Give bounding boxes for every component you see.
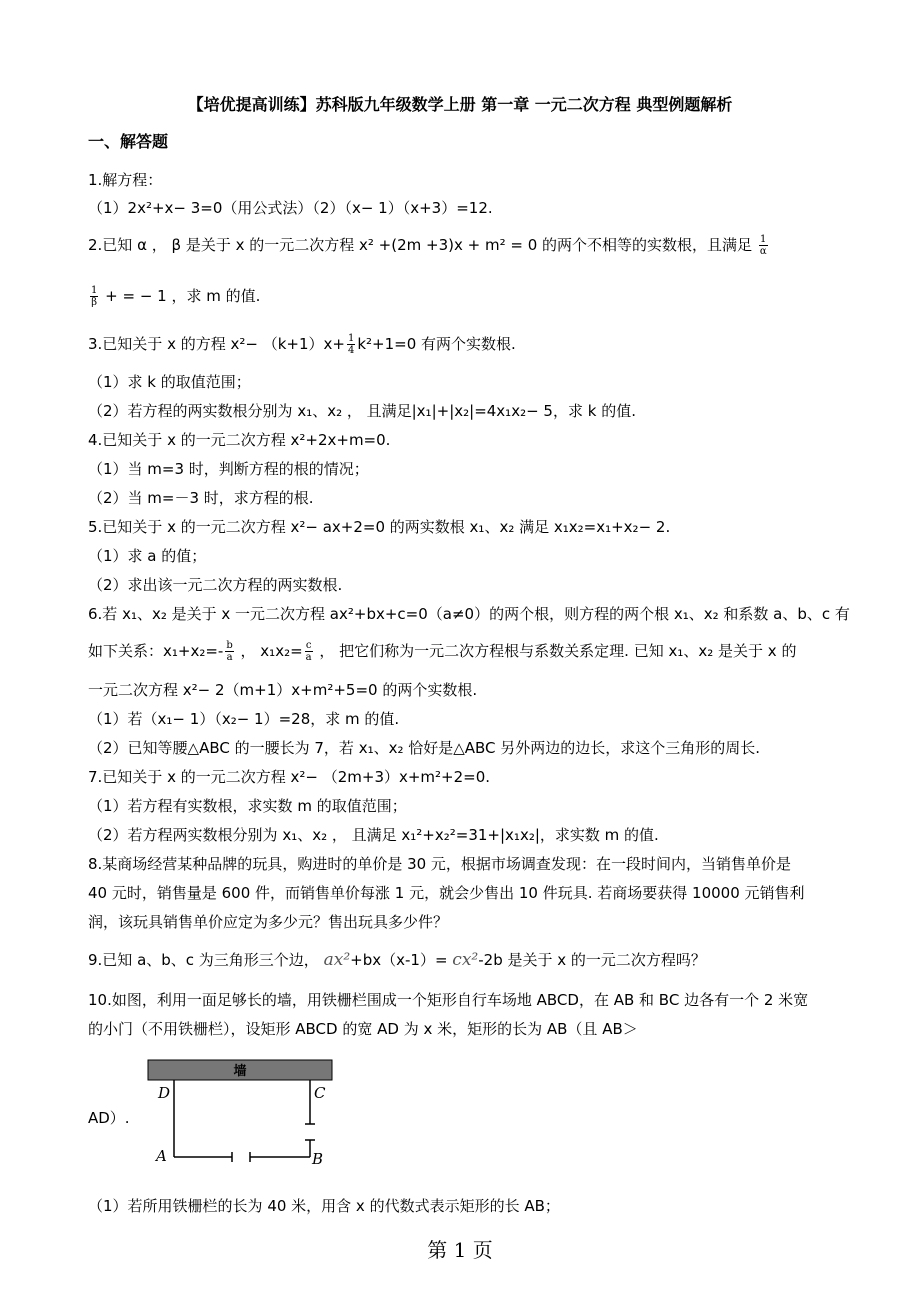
label-a: A	[156, 1147, 167, 1165]
fraction-denominator: a	[226, 652, 233, 663]
problem-1-parts: （1）2x²+x− 3=0（用公式法）（2）（x− 1）（x+3）=12.	[88, 199, 493, 217]
problem-1-stem: 1.解方程：	[88, 171, 163, 189]
problem-4-part-1: （1）当 m=3 时，判断方程的根的情况；	[88, 460, 369, 478]
bike-lot-figure	[140, 1050, 340, 1170]
problem-4-part-2: （2）当 m=－3 时，求方程的根.	[88, 489, 314, 507]
fraction-b-over-a	[225, 640, 233, 663]
page-footer: 第 1 页	[427, 1238, 493, 1262]
fraction-denominator: a	[305, 652, 312, 663]
fraction-denominator: 4	[347, 345, 355, 356]
problem-8-line-3: 润，该玩具销售单价应定为多少元？售出玩具多少件？	[88, 913, 449, 931]
problem-6-sum-text: 如下关系：x₁+x₂=-	[88, 642, 224, 660]
problem-5-part-1: （1）求 a 的值；	[88, 547, 207, 565]
fraction-numerator: 1	[347, 333, 355, 344]
problem-10-part-1: （1）若所用铁栅栏的长为 40 米，用含 x 的代数式表示矩形的长 AB；	[88, 1197, 560, 1215]
problem-3-stem	[88, 333, 516, 356]
problem-9-text-a: 9.已知 a、b、c 为三角形三个边，	[88, 951, 319, 969]
problem-6-relations	[88, 640, 796, 663]
label-d: D	[158, 1084, 171, 1102]
problem-10-line-2: 的小门（不用铁栅栏），设矩形 ABCD 的宽 AD 为 x 米，矩形的长为 AB（且 AB＞	[88, 1020, 638, 1038]
problem-6-theorem-text: ， 把它们称为一元二次方程根与系数关系定理. 已知 x₁、x₂ 是关于 x 的	[319, 642, 797, 660]
page-title: 【培优提高训练】苏科版九年级数学上册 第一章 一元二次方程 典型例题解析	[187, 95, 733, 114]
fraction-one-over-beta	[90, 285, 98, 308]
formula-ax2: ax²	[323, 950, 351, 970]
problem-6-part-2: （2）已知等腰△ABC 的一腰长为 7，若 x₁、x₂ 恰好是△ABC 另外两边的边长，求这个三角形的周长.	[88, 739, 761, 757]
fraction-c-over-a	[305, 640, 313, 663]
problem-6-equation: 一元二次方程 x²− 2（m+1）x+m²+5=0 的两个实数根.	[88, 681, 478, 699]
problem-8-line-2: 40 元时，销售量是 600 件，而销售单价每涨 1 元，就会少售出 10 件玩具. 若商场要获得 10000 元销售利	[88, 884, 805, 902]
problem-6-part-1: （1）若（x₁− 1）（x₂− 1）=28，求 m 的值.	[88, 710, 400, 728]
problem-10-line-1: 10.如图，利用一面足够长的墙，用铁栅栏围成一个矩形自行车场地 ABCD，在 AB 和 BC 边各有一个 2 米宽	[88, 991, 809, 1009]
problem-3-part-1: （1）求 k 的取值范围；	[88, 373, 251, 391]
problem-7-stem: 7.已知关于 x 的一元二次方程 x²− （2m+3）x+m²+2=0.	[88, 768, 491, 786]
problem-3-text-a: 3.已知关于 x 的方程 x²− （k+1）x+	[88, 335, 345, 353]
formula-cx2: cx²	[452, 950, 479, 970]
fraction-denominator: β	[91, 297, 98, 308]
problem-7-part-1: （1）若方程有实数根，求实数 m 的取值范围；	[88, 797, 407, 815]
label-c: C	[314, 1084, 326, 1102]
fraction-one-over-alpha	[759, 234, 768, 257]
problem-9-text-c: -2b 是关于 x 的一元二次方程吗？	[478, 951, 706, 969]
problem-9-text-b: +bx（x-1）=	[350, 951, 448, 969]
problem-7-part-2: （2）若方程两实数根分别为 x₁、x₂ ， 且满足 x₁²+x₂²=31+|x₁x₂|，求实数 m 的值.	[88, 826, 659, 844]
fraction-numerator: 1	[91, 285, 98, 296]
problem-2-stem	[88, 234, 770, 257]
wall-label: 墙	[233, 1064, 247, 1079]
problem-8-line-1: 8.某商场经营某种品牌的玩具，购进时的单价是 30 元，根据市场调查发现：在一段时间内，当销售单价是	[88, 855, 791, 873]
problem-2-text: 2.已知 α ， β 是关于 x 的一元二次方程 x² +(2m +3)x + m² = 0 的两个不相等的实数根，且满足	[88, 236, 753, 254]
problem-6-stem: 6.若 x₁、x₂ 是关于 x 一元二次方程 ax²+bx+c=0（a≠0）的两个根，则方程的两个根 x₁、x₂ 和系数 a、b、c 有	[88, 605, 850, 623]
fraction-numerator: b	[226, 640, 233, 651]
section-heading: 一、解答题	[88, 132, 169, 151]
fraction-denominator: α	[759, 246, 767, 257]
fraction-numerator: 1	[760, 234, 767, 245]
label-b: B	[312, 1150, 324, 1168]
problem-2-condition-text: + = − 1 ，求 m 的值.	[105, 287, 261, 305]
problem-2-condition	[88, 285, 260, 308]
problem-5-stem: 5.已知关于 x 的一元二次方程 x²− ax+2=0 的两实数根 x₁、x₂ 满足 x₁x₂=x₁+x₂− 2.	[88, 518, 671, 536]
fraction-one-quarter	[347, 333, 355, 356]
problem-10-line-3: AD）.	[88, 1109, 130, 1127]
problem-5-part-2: （2）求出该一元二次方程的两实数根.	[88, 576, 343, 594]
problem-3-text-b: k²+1=0 有两个实数根.	[357, 335, 516, 353]
problem-6-product-text: ， x₁x₂=	[240, 642, 303, 660]
fraction-numerator: c	[305, 640, 312, 651]
problem-9-stem	[88, 950, 706, 970]
problem-4-stem: 4.已知关于 x 的一元二次方程 x²+2x+m=0.	[88, 431, 391, 449]
problem-3-part-2: （2）若方程的两实数根分别为 x₁、x₂ ， 且满足|x₁|+|x₂|=4x₁x₂− 5，求 k 的值.	[88, 402, 636, 420]
